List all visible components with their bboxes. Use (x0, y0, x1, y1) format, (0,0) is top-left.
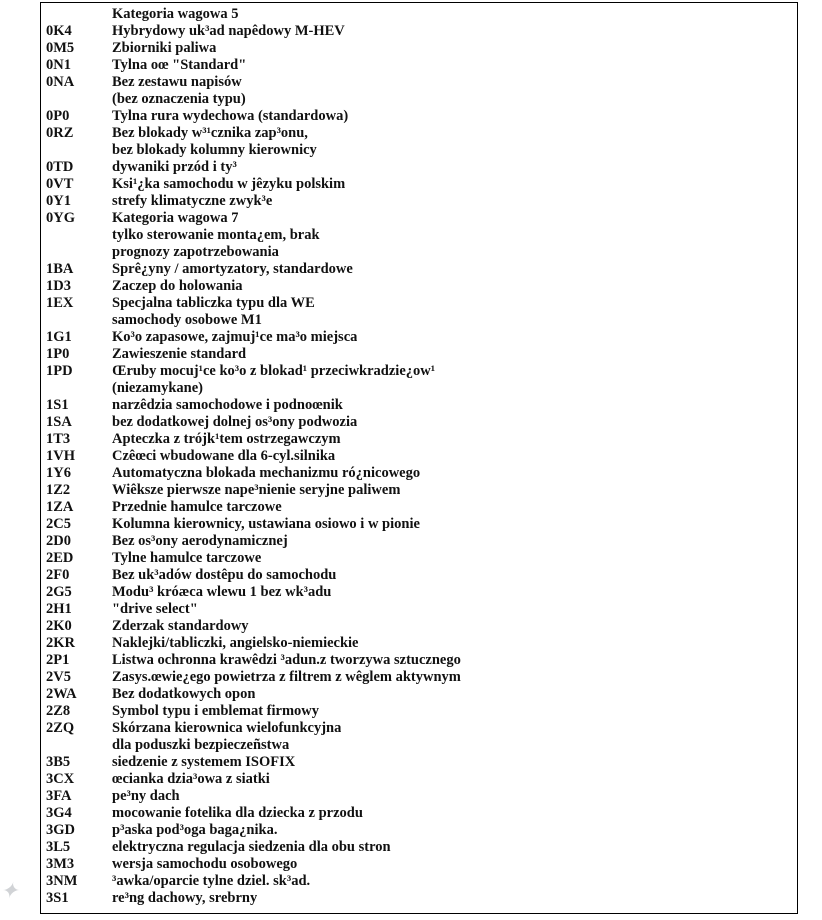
option-code: 2WA (46, 686, 77, 702)
option-description: Apteczka z trójk¹tem ostrzegawczym (112, 431, 341, 447)
option-description: Tylna rura wydechowa (standardowa) (112, 108, 349, 124)
option-code: 3M3 (46, 856, 75, 872)
option-description: (niezamykane) (112, 380, 204, 396)
option-description: œcianka dzia³owa z siatki (112, 771, 270, 787)
option-code: 3CX (46, 771, 75, 787)
option-description: Czêœci wbudowane dla 6-cyl.silnika (112, 448, 336, 464)
list-item (46, 737, 786, 754)
option-description: bez dodatkowej dolnej os³ony podwozia (112, 414, 358, 430)
option-code (46, 312, 112, 329)
option-description: samochody osobowe M1 (112, 312, 262, 328)
option-description: Wiêksze pierwsze nape³nienie seryjne paliwem (112, 482, 401, 498)
option-description: Modu³ króæca wlewu 1 bez wk³adu (112, 584, 332, 600)
list-item (46, 380, 786, 397)
option-code: 1SA (46, 414, 72, 430)
option-code: 1PD (46, 363, 73, 379)
option-code: 1BA (46, 261, 74, 277)
option-description: ³awka/oparcie tylne dziel. sk³ad. (112, 873, 311, 889)
option-code: 1ZA (46, 499, 74, 515)
option-code (46, 227, 112, 244)
list-item (46, 822, 786, 839)
option-description: prognozy zapotrzebowania (112, 244, 279, 260)
option-code: 0M5 (46, 40, 75, 56)
option-description: Tylna oœ "Standard" (112, 57, 247, 73)
list-item (46, 176, 786, 193)
option-code: 2ED (46, 550, 74, 566)
option-code: 0K4 (46, 23, 72, 39)
list-item (46, 244, 786, 261)
option-code: 1D3 (46, 278, 71, 294)
list-item (46, 686, 786, 703)
option-code: 0YG (46, 210, 75, 226)
list-item (46, 159, 786, 176)
list-item (46, 125, 786, 142)
list-item (46, 40, 786, 57)
option-code (46, 380, 112, 397)
list-item (46, 465, 786, 482)
list-item (46, 516, 786, 533)
option-description: Zawieszenie standard (112, 346, 247, 362)
option-description: Zderzak standardowy (112, 618, 249, 634)
option-code: 0TD (46, 159, 74, 175)
option-description: siedzenie z systemem ISOFIX (112, 754, 296, 770)
list-item (46, 635, 786, 652)
option-description: (bez oznaczenia typu) (112, 91, 246, 107)
option-code: 1Y6 (46, 465, 71, 481)
option-description: Kolumna kierownicy, ustawiana osiowo i w pionie (112, 516, 420, 532)
option-code: 0P0 (46, 108, 70, 124)
option-description: Hybrydowy uk³ad napêdowy M-HEV (112, 23, 345, 39)
list-item (46, 193, 786, 210)
option-description: bez blokady kolumny kierownicy (112, 142, 317, 158)
list-item (46, 788, 786, 805)
list-item (46, 567, 786, 584)
option-code: 1T3 (46, 431, 71, 447)
option-description: Automatyczna blokada mechanizmu ró¿nicowego (112, 465, 421, 481)
list-item (46, 482, 786, 499)
list-item (46, 91, 786, 108)
list-item (46, 363, 786, 380)
option-code: 2C5 (46, 516, 71, 532)
option-description: Naklejki/tabliczki, angielsko-niemieckie (112, 635, 359, 651)
list-item (46, 23, 786, 40)
option-description: narzêdzia samochodowe i podnoœnik (112, 397, 343, 413)
option-code: 3GD (46, 822, 75, 838)
list-item (46, 720, 786, 737)
list-item (46, 414, 786, 431)
list-item (46, 601, 786, 618)
option-description: pe³ny dach (112, 788, 180, 804)
option-code (46, 91, 112, 108)
option-description: Bez zestawu napisów (112, 74, 242, 90)
option-code: 2P1 (46, 652, 70, 668)
option-description: Œruby mocuj¹ce ko³o z blokad¹ przeciwkradzie¿ow¹ (112, 363, 436, 379)
option-code: 1VH (46, 448, 75, 464)
option-code: 0RZ (46, 125, 74, 141)
option-description: Symbol typu i emblemat firmowy (112, 703, 320, 719)
option-description: Zaczep do holowania (112, 278, 243, 294)
list-item (46, 499, 786, 516)
option-code: 1Z2 (46, 482, 71, 498)
list-item (46, 703, 786, 720)
option-description: tylko sterowanie monta¿em, brak (112, 227, 320, 243)
option-code: 3G4 (46, 805, 72, 821)
list-item (46, 329, 786, 346)
option-code: 1EX (46, 295, 74, 311)
list-item (46, 431, 786, 448)
list-item (46, 346, 786, 363)
option-description: Bez os³ony aerodynamicznej (112, 533, 288, 549)
list-item (46, 312, 786, 329)
option-code: 0N1 (46, 57, 71, 73)
list-item (46, 618, 786, 635)
list-item (46, 210, 786, 227)
option-code: 2Z8 (46, 703, 71, 719)
option-code: 0Y1 (46, 193, 71, 209)
option-description: dla poduszki bezpieczeñstwa (112, 737, 290, 753)
option-description: Zasys.œwie¿ego powietrza z filtrem z wêglem aktywnym (112, 669, 461, 685)
option-code: 2H1 (46, 601, 72, 617)
option-description: Zbiorniki paliwa (112, 40, 217, 56)
option-description: Bez blokady w³¹cznika zap³onu, (112, 125, 308, 141)
option-description: Specjalna tabliczka typu dla WE (112, 295, 315, 311)
list-item (46, 890, 786, 907)
option-code: 2G5 (46, 584, 72, 600)
option-code (46, 142, 112, 159)
list-item (46, 754, 786, 771)
list-item (46, 261, 786, 278)
option-description: dywaniki przód i ty³ (112, 159, 237, 175)
option-code (46, 6, 112, 23)
list-item (46, 533, 786, 550)
list-item (46, 652, 786, 669)
option-code: 2V5 (46, 669, 71, 685)
option-description: strefy klimatyczne zwyk³e (112, 193, 273, 209)
option-description: p³aska pod³oga baga¿nika. (112, 822, 278, 838)
list-item (46, 550, 786, 567)
option-code (46, 244, 112, 261)
list-item (46, 839, 786, 856)
list-item (46, 397, 786, 414)
option-description: Listwa ochronna krawêdzi ³adun.z tworzywa sztucznego (112, 652, 461, 668)
option-code: 3S1 (46, 890, 69, 906)
option-description: Ksi¹¿ka samochodu w jêzyku polskim (112, 176, 346, 192)
option-code: 2ZQ (46, 720, 75, 736)
list-item (46, 295, 786, 312)
list-item (46, 584, 786, 601)
list-item (46, 278, 786, 295)
equipment-code-list (46, 6, 786, 907)
list-item (46, 57, 786, 74)
list-item (46, 669, 786, 686)
option-description: Bez uk³adów dostêpu do samochodu (112, 567, 337, 583)
option-code: 1G1 (46, 329, 72, 345)
option-description: Sprê¿yny / amortyzatory, standardowe (112, 261, 353, 277)
list-item (46, 142, 786, 159)
option-code: 2D0 (46, 533, 71, 549)
option-description: Skórzana kierownica wielofunkcyjna (112, 720, 342, 736)
list-item (46, 227, 786, 244)
list-item (46, 448, 786, 465)
option-code: 3NM (46, 873, 78, 889)
list-item (46, 856, 786, 873)
list-item (46, 74, 786, 91)
option-description: Kategoria wagowa 5 (112, 6, 239, 22)
option-description: Ko³o zapasowe, zajmuj¹ce ma³o miejsca (112, 329, 358, 345)
list-item (46, 6, 786, 23)
option-description: Kategoria wagowa 7 (112, 210, 239, 226)
list-item (46, 108, 786, 125)
watermark: ✦ (0, 878, 19, 903)
option-code: 1P0 (46, 346, 70, 362)
option-code (46, 737, 112, 754)
option-code: 2F0 (46, 567, 70, 583)
option-code: 3FA (46, 788, 72, 804)
option-code: 2K0 (46, 618, 72, 634)
option-code: 3L5 (46, 839, 71, 855)
option-description: re³ng dachowy, srebrny (112, 890, 258, 906)
option-description: Bez dodatkowych opon (112, 686, 256, 702)
list-item (46, 873, 786, 890)
option-description: wersja samochodu osobowego (112, 856, 298, 872)
option-description: Tylne hamulce tarczowe (112, 550, 262, 566)
option-description: mocowanie fotelika dla dziecka z przodu (112, 805, 363, 821)
option-description: elektryczna regulacja siedzenia dla obu stron (112, 839, 391, 855)
option-description: Przednie hamulce tarczowe (112, 499, 282, 515)
option-code: 2KR (46, 635, 75, 651)
option-code: 0NA (46, 74, 75, 90)
list-item (46, 805, 786, 822)
option-code: 1S1 (46, 397, 69, 413)
list-item (46, 771, 786, 788)
option-code: 0VT (46, 176, 74, 192)
option-description: "drive select" (112, 601, 198, 617)
option-code: 3B5 (46, 754, 71, 770)
